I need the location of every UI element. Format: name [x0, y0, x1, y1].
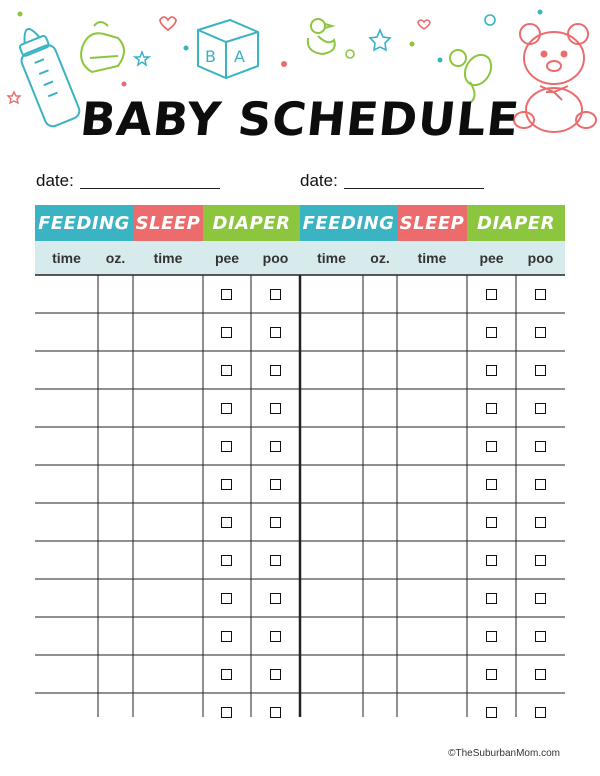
- checkbox[interactable]: [221, 327, 232, 338]
- star-icon: [135, 52, 149, 65]
- checkbox[interactable]: [535, 669, 546, 680]
- checkbox[interactable]: [270, 669, 281, 680]
- checkbox[interactable]: [270, 593, 281, 604]
- heart-icon: [418, 20, 430, 29]
- column-header: pee: [203, 241, 251, 275]
- date-field-left[interactable]: [36, 171, 220, 191]
- section-sleep-right: SLEEP: [397, 205, 467, 241]
- dot-icon: [410, 42, 415, 47]
- column-header: pee: [467, 241, 516, 275]
- checkbox[interactable]: [486, 441, 497, 452]
- dot-icon: [485, 15, 495, 25]
- checkbox[interactable]: [535, 441, 546, 452]
- credit-text: ©TheSuburbanMom.com: [448, 748, 560, 759]
- dot-icon: [184, 46, 189, 51]
- checkbox[interactable]: [535, 403, 546, 414]
- column-header: time: [35, 241, 98, 275]
- date-line[interactable]: [80, 188, 220, 189]
- checkbox[interactable]: [221, 669, 232, 680]
- checkbox[interactable]: [486, 593, 497, 604]
- section-feeding-left: FEEDING: [35, 205, 133, 241]
- dot-icon: [122, 82, 127, 87]
- checkbox[interactable]: [221, 707, 232, 718]
- checkbox[interactable]: [535, 327, 546, 338]
- checkbox[interactable]: [221, 365, 232, 376]
- page-title: BABY SCHEDULE: [77, 92, 523, 146]
- checkbox[interactable]: [535, 517, 546, 528]
- svg-text:B: B: [205, 47, 216, 66]
- column-header: time: [133, 241, 203, 275]
- checkbox[interactable]: [270, 327, 281, 338]
- dot-icon: [438, 58, 443, 63]
- checkbox[interactable]: [535, 555, 546, 566]
- heart-icon: [160, 17, 176, 30]
- dot-icon: [538, 10, 543, 15]
- checkbox[interactable]: [486, 669, 497, 680]
- checkbox[interactable]: [535, 479, 546, 490]
- checkbox[interactable]: [535, 289, 546, 300]
- checkbox[interactable]: [221, 593, 232, 604]
- checkbox[interactable]: [270, 479, 281, 490]
- svg-text:A: A: [234, 47, 245, 66]
- checkbox[interactable]: [221, 289, 232, 300]
- checkbox[interactable]: [486, 707, 497, 718]
- dot-icon: [281, 61, 287, 67]
- checkbox[interactable]: [486, 327, 497, 338]
- abc-block-icon: [198, 20, 258, 78]
- checkbox[interactable]: [535, 593, 546, 604]
- checkbox[interactable]: [535, 365, 546, 376]
- star-icon: [370, 30, 390, 50]
- column-header: time: [300, 241, 363, 275]
- date-label: date:: [36, 171, 74, 190]
- section-diaper-left: DIAPER: [203, 205, 300, 241]
- checkbox[interactable]: [270, 555, 281, 566]
- column-header: poo: [251, 241, 300, 275]
- checkbox[interactable]: [486, 403, 497, 414]
- checkbox[interactable]: [486, 517, 497, 528]
- checkbox[interactable]: [221, 555, 232, 566]
- checkbox[interactable]: [486, 631, 497, 642]
- checkbox[interactable]: [535, 707, 546, 718]
- checkbox[interactable]: [221, 403, 232, 414]
- column-header: poo: [516, 241, 565, 275]
- section-diaper-right: DIAPER: [467, 205, 565, 241]
- rubber-duck-icon: [308, 19, 335, 54]
- date-label: date:: [300, 171, 338, 190]
- checkbox[interactable]: [270, 631, 281, 642]
- checkbox[interactable]: [221, 631, 232, 642]
- checkbox[interactable]: [221, 517, 232, 528]
- column-header: oz.: [363, 241, 397, 275]
- checkbox[interactable]: [486, 365, 497, 376]
- column-header: time: [397, 241, 467, 275]
- checkbox[interactable]: [270, 403, 281, 414]
- baby-shoe-icon: [81, 22, 124, 72]
- checkbox[interactable]: [221, 479, 232, 490]
- dot-icon: [346, 50, 354, 58]
- checkbox[interactable]: [270, 289, 281, 300]
- column-header: oz.: [98, 241, 133, 275]
- checkbox[interactable]: [486, 289, 497, 300]
- checkbox[interactable]: [486, 479, 497, 490]
- checkbox[interactable]: [221, 441, 232, 452]
- checkbox[interactable]: [486, 555, 497, 566]
- section-feeding-right: FEEDING: [300, 205, 397, 241]
- date-field-right[interactable]: [300, 171, 484, 191]
- date-line[interactable]: [344, 188, 484, 189]
- checkbox[interactable]: [270, 441, 281, 452]
- checkbox[interactable]: [535, 631, 546, 642]
- checkbox[interactable]: [270, 707, 281, 718]
- dot-icon: [18, 12, 23, 17]
- checkbox[interactable]: [270, 517, 281, 528]
- checkbox[interactable]: [270, 365, 281, 376]
- section-sleep-left: SLEEP: [133, 205, 203, 241]
